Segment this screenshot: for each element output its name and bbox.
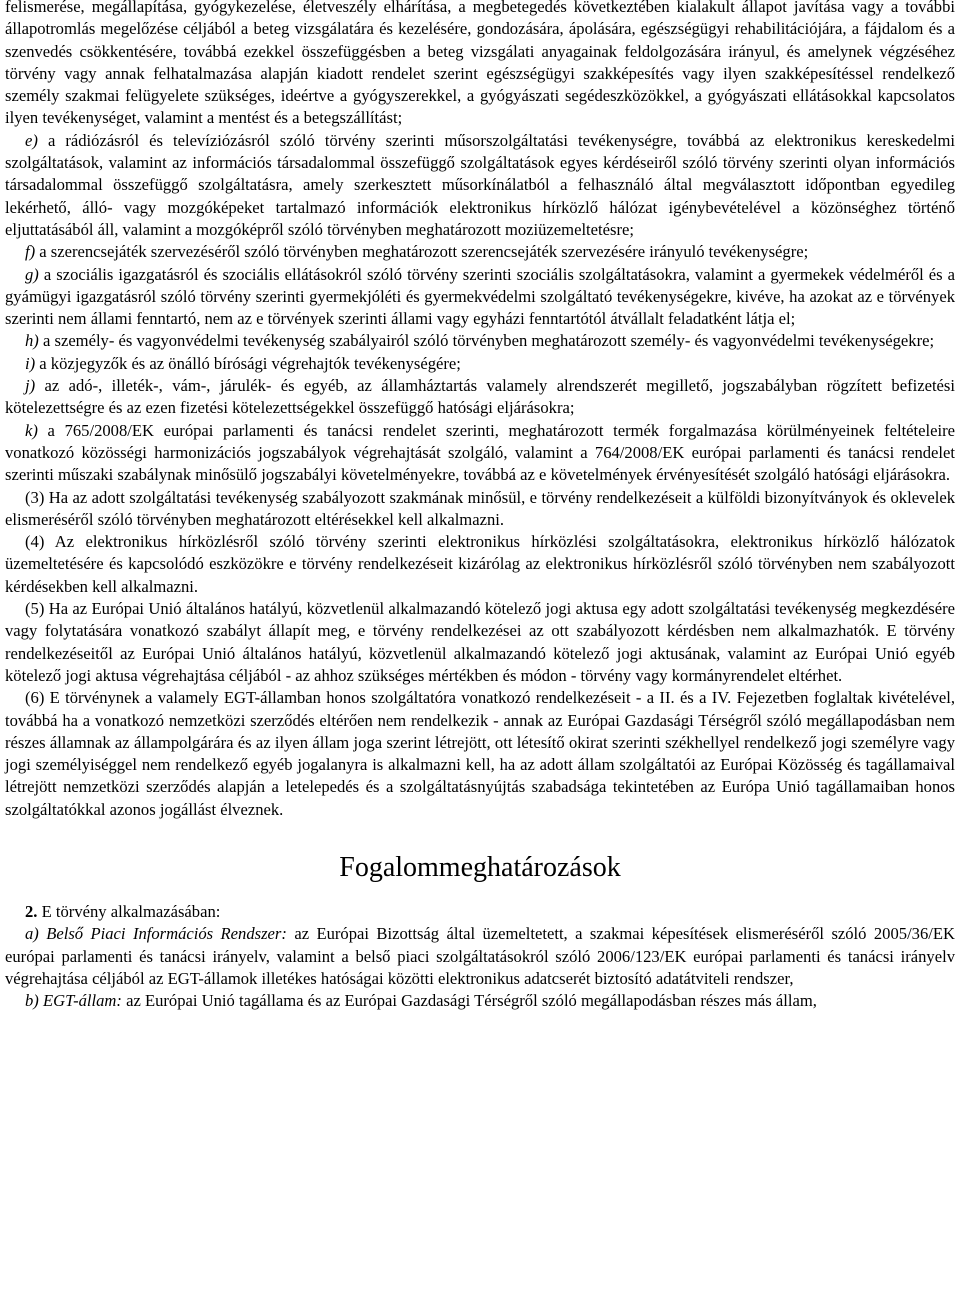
document-page xyxy=(5,0,955,1012)
point-k-label: k) xyxy=(25,420,38,440)
point-k-text: a 765/2008/EK európai parlamenti és tanácsi rendelet szerinti, meghatározott termék forgalmazása körülményeinek feltételeire vonatkozó közösségi harmonizációs jogszabályok végrehajtását szolgáló, valamint a 764/2008/EK európai parlamenti és tanácsi rendelet szerinti műszaki szabálynak minősülő jogszabályi követelményekre, továbbá az e követelmények érvényesítését szolgáló hatósági eljárásokra. xyxy=(5,420,955,485)
definition-a xyxy=(5,923,955,990)
point-h-text: a személy- és vagyonvédelmi tevékenység szabályairól szóló törvényben meghatározott személy- és vagyonvédelmi tevékenységekre; xyxy=(38,331,935,351)
point-k xyxy=(5,420,955,487)
point-g-label: g) xyxy=(25,264,39,284)
point-j xyxy=(5,375,955,420)
point-g-text: a szociális igazgatásról és szociális ellátásokról szóló törvény szerinti szociális szolgáltatásokra, valamint a gyermekek védelméről és a gyámügyi igazgatásról szóló törvény szerinti gyermekjóléti és gyermekvédelmi szolgáltató tevékenységekre, kivéve, ha azokat az e törvények szerinti nem állami fenntartó, nem az e törvények szerinti állami vagy egyházi fenntartótól átvállalt feladatként látja el; xyxy=(5,264,955,329)
point-h-label: h) xyxy=(25,331,39,351)
definition-a-text: az Európai Bizottság által üzemeltetett, a szakmai képesítések elismeréséről szóló 2005/36/EK európai parlamenti és tanácsi irányelv, valamint a belső piaci szolgáltatásokról szóló 2006/123/EK európai parlamenti és tanácsi irányelv végrehajtása céljából az EGT-államok illetékes hatóságai közötti elektronikus adatcserét biztosító adatátviteli rendszer, xyxy=(5,924,956,988)
point-j-label: j) xyxy=(25,376,36,396)
section-intro xyxy=(5,901,955,923)
point-e-label: e) xyxy=(25,130,38,150)
paragraph-5: (5) Ha az Európai Unió általános hatályú, közvetlenül alkalmazandó kötelező jogi aktusa egy adott szolgáltatási tevékenység megkezdésére vagy folytatására vonatkozó szabályt állapít meg, e törvény rendelkezései az ott szabályozott kérdésben nem alkalmazhatók. E törvény rendelkezéseitől az Európai Unió általános hatályú, közvetlenül alkalmazandó kötelező jogi aktusának, valamint az Európai Unió egyéb kötelező jogi aktusa végrehajtása céljából - az ahhoz szükséges mértékben és módon - törvény vagy kormányrendelet eltérhet. xyxy=(5,599,955,685)
point-f-text: a szerencsejáték szervezéséről szóló törvényben meghatározott szerencsejáték szervezésére irányuló tevékenységre; xyxy=(35,242,809,262)
paragraph-3: (3) Ha az adott szolgáltatási tevékenység szabályozott szakmának minősül, e törvény rendelkezéseit a külföldi bizonyítványok és oklevelek elismeréséről szóló törvényben meghatározott eltérésekkel kell alkalmazni. xyxy=(5,487,955,529)
section-intro-text: E törvény alkalmazásában: xyxy=(37,901,221,921)
point-i-label: i) xyxy=(25,353,36,373)
point-f-label: f) xyxy=(25,242,36,262)
paragraph-4: (4) Az elektronikus hírközlésről szóló törvény szerinti elektronikus hírközlési szolgáltatásokra, elektronikus hírközlő hálózatok üzemeltetésére és kapcsolódó eszközökre e törvény rendelkezéseit kizárólag az elektronikus hírközlésről szóló törvényben nem szabályozott kérdésekben kell alkalmazni. xyxy=(5,532,955,596)
point-i xyxy=(5,353,955,375)
section-number: 2. xyxy=(25,901,38,921)
section-heading: Fogalommeghatározások xyxy=(339,851,621,883)
definition-b xyxy=(5,990,955,1012)
point-f xyxy=(5,241,955,263)
definition-a-term: a) Belső Piaci Információs Rendszer: xyxy=(25,924,287,944)
point-j-text: az adó-, illeték-, vám-, járulék- és egyéb, az államháztartás valamely alrendszerét megillető, jogszabályban rögzített befizetési kötelezettségre és az ezen fizetési kötelezettségekkel összefüggő hatósági eljárásokra; xyxy=(5,376,955,418)
paragraph-continuation: felismerése, megállapítása, gyógykezelése, életveszély elhárítása, a megbetegedés következtében kialakult állapot javítása vagy a további állapotromlás megelőzése céljából a beteg vizsgálatára és kezelésére, gondozására, ápolására, egészségügyi rehabilitációjára, a fájdalom és a szenvedés csökkentésére, továbbá ezekkel összefüggésben a beteg vizsgálati anyagainak feldolgozására irányul, és amelynek végzéséhez törvény vagy annak felhatalmazása alapján kiadott rendelet szerint egészségügyi szakképesítés vagy ilyen szakképesítéssel rendelkező személy szakmai felügyelete szükséges, ideértve a gyógyszerekkel, a gyógyászati segédeszközökkel, a gyógyászati ellátásokkal kapcsolatos ilyen tevékenységet, valamint a mentést és a betegszállítást; xyxy=(5,0,955,128)
point-h xyxy=(5,330,955,352)
point-i-text: a közjegyzők és az önálló bírósági végrehajtók tevékenységére; xyxy=(35,353,461,373)
definition-b-term: b) EGT-állam: xyxy=(25,991,122,1011)
definition-b-text: az Európai Unió tagállama és az Európai Gazdasági Térségről szóló megállapodásban részes más állam, xyxy=(121,991,817,1011)
point-e xyxy=(5,130,955,241)
point-e-text: a rádiózásról és televíziózásról szóló törvény szerinti műsorszolgáltatási tevékenységre, továbbá az elektronikus kereskedelmi szolgáltatások, valamint az információs társadalommal összefüggő szolgáltatások egyes kérdéseiről szóló törvény szerinti olyan információs társadalommal összefüggő szolgáltatásra, amely szerkesztett műsorkínálatból a felhasználó által megválasztott időpontban egyedileg lekérhető, álló- vagy mozgóképeket tartalmazó információk elektronikus hírközlő hálózat igénybevételével a közönséghez történő eljuttatásából áll, valamint a mozgóképről szóló törvényben meghatározott moziüzemeltetésre; xyxy=(5,130,955,239)
paragraph-6: (6) E törvénynek a valamely EGT-államban honos szolgáltatóra vonatkozó rendelkezéseit - a II. és a IV. Fejezetben foglaltak kivételével, továbbá ha a vonatkozó nemzetközi szerződés eltérően nem rendelkezik - annak az Európai Gazdasági Térségről szóló megállapodásban nem részes államnak az állampolgárára és az ilyen állam joga szerint létrejött, ott létesítő okirat szerinti székhellyel rendelkező jogi személyre vagy jogi személyiséggel nem rendelkező egyéb jogalanyra is alkalmazni kell, ha az adott állam szolgáltatói az Európai Közösség és tagállamaival létrejött nemzetközi szerződés alapján a letelepedés és a szolgáltatásnyújtás szabadsága tekintetében az Európa Unió tagállamaiban honos szolgáltatókkal azonos jogállást élveznek. xyxy=(5,688,955,819)
point-g xyxy=(5,264,955,331)
